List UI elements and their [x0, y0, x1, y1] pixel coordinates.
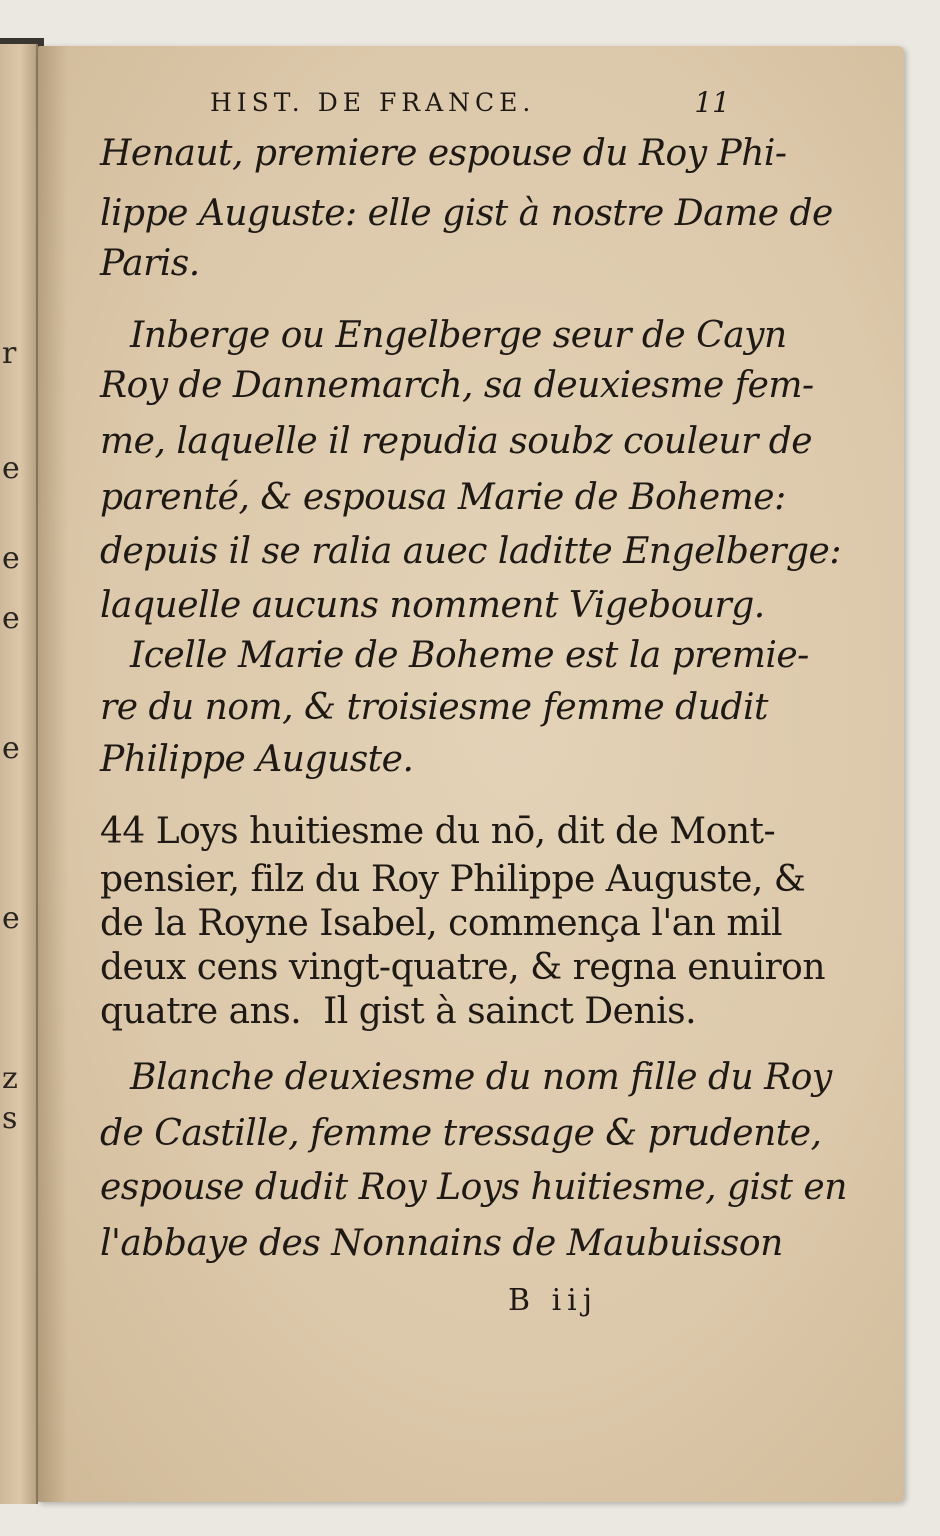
- previous-page-mark: e: [2, 451, 20, 486]
- text-line: parenté, & espousa Marie de Boheme:: [100, 477, 786, 518]
- previous-page-mark: r: [2, 336, 17, 371]
- previous-page-mark: e: [2, 901, 20, 936]
- previous-page-mark: e: [2, 541, 20, 576]
- text-line: laquelle aucuns nomment Vigebourg.: [100, 585, 765, 626]
- previous-page-mark: e: [2, 731, 20, 766]
- text-line: Icelle Marie de Boheme est la premie-: [130, 635, 809, 676]
- text-line: re du nom, & troisiesme femme dudit: [100, 687, 768, 728]
- text-line: pensier, filz du Roy Philippe Auguste, &: [100, 859, 806, 900]
- text-line: Henaut, premiere espouse du Roy Phi-: [100, 133, 787, 174]
- text-line: me, laquelle il repudia soubz couleur de: [100, 421, 813, 462]
- text-line: deux cens vingt-quatre, & regna enuiron: [100, 947, 826, 988]
- text-line: Philippe Auguste.: [100, 739, 414, 780]
- text-line: de la Royne Isabel, commença l'an mil: [100, 903, 783, 944]
- signature-mark: B iij: [508, 1283, 599, 1318]
- previous-page-mark: s: [2, 1101, 18, 1136]
- text-line: Paris.: [100, 243, 200, 284]
- text-line: depuis il se ralia auec laditte Engelberge:: [100, 531, 841, 572]
- text-line: de Castille, femme tressage & prudente,: [100, 1113, 822, 1154]
- text-line: quatre ans. Il gist à sainct Denis.: [100, 991, 697, 1032]
- previous-page-mark: e: [2, 601, 20, 636]
- text-line: Roy de Dannemarch, sa deuxiesme fem-: [100, 365, 814, 406]
- page-gutter: [38, 46, 68, 1502]
- text-line: 44 Loys huitiesme du nō, dit de Mont-: [100, 811, 776, 852]
- text-line: Blanche deuxiesme du nom fille du Roy: [130, 1057, 832, 1098]
- running-header: [210, 88, 730, 128]
- previous-page: [0, 44, 38, 1504]
- text-line: espouse dudit Roy Loys huitiesme, gist en: [100, 1167, 847, 1208]
- previous-page-mark: z: [2, 1061, 18, 1096]
- text-line: l'abbaye des Nonnains de Maubuisson: [100, 1223, 783, 1264]
- folio-number: 11: [694, 86, 730, 119]
- running-title: HIST. DE FRANCE.: [210, 88, 536, 117]
- text-line: lippe Auguste: elle gist à nostre Dame de: [100, 193, 833, 234]
- text-line: Inberge ou Engelberge seur de Cayn: [130, 315, 787, 356]
